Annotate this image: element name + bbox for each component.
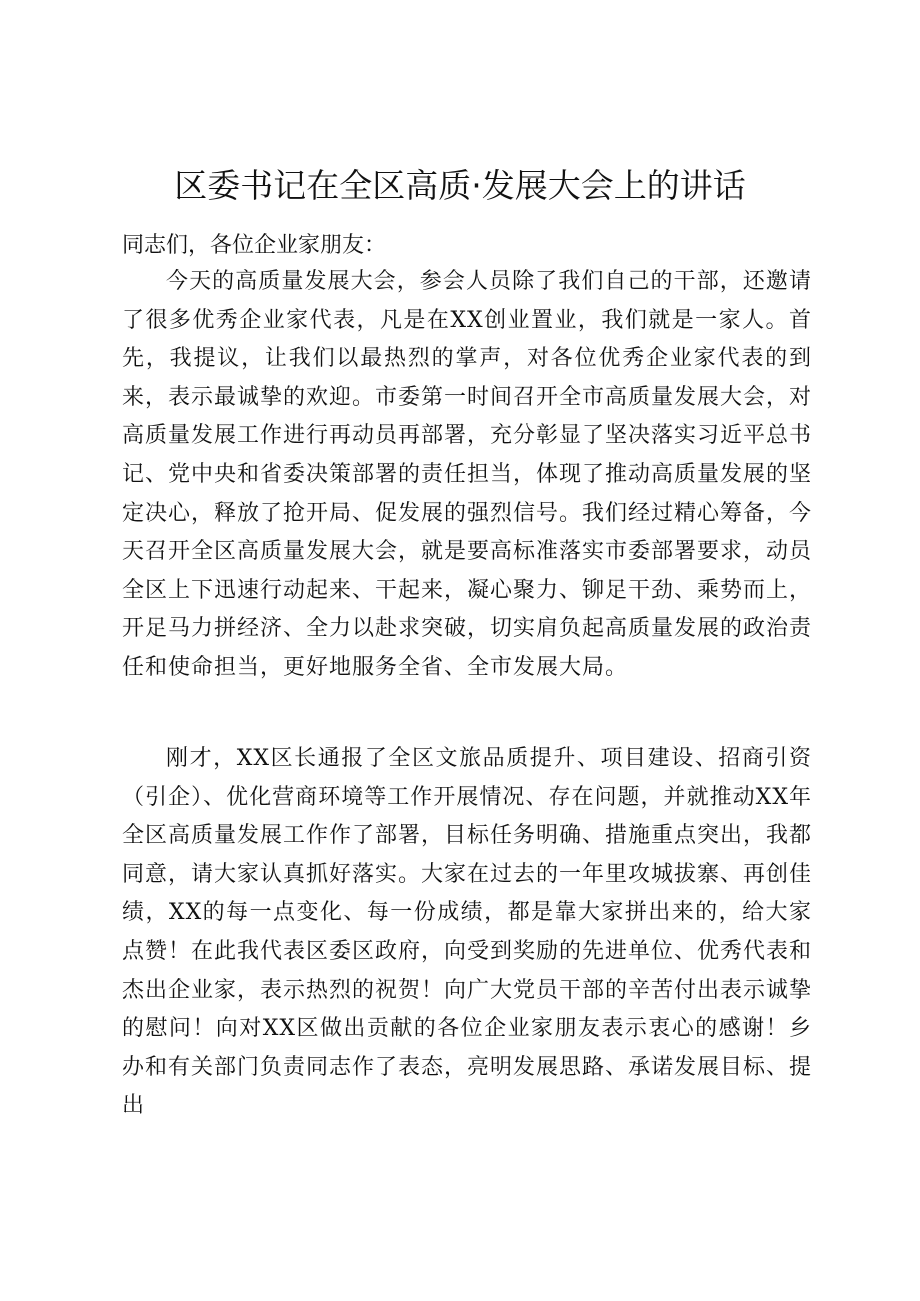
document-title: 区委书记在全区高质·发展大会上的讲话 (174, 166, 746, 205)
paragraph-1: 今天的高质量发展大会，参会人员除了我们自己的干部，还邀请了很多优秀企业家代表，凡是在XX创业置业，我们就是一家人。首先，我提议，让我们以最热烈的掌声，对各位优秀企业家代表的到来，表示最诚挚的欢迎。市委第一时间召开全市高质量发展大会，对高质量发展工作进行再动员再部署，充分彰显了坚决落实习近平总书记、党中央和省委决策部署的责任担当，体现了推动高质量发展的坚定决心，释放了抢开局、促发展的强烈信号。我们经过精心筹备，今天召开全区高质量发展大会，就是要高标准落实市委部署要求，动员全区上下迅速行动起来、干起来，凝心聚力、铆足干劲、乘势而上，开足马力拼经济、全力以赴求突破，切实肩负起高质量发展的政治责任和使命担当，更好地服务全省、全市发展大局。 (122, 269, 813, 680)
salutation: 同志们，各位企业家朋友： (122, 233, 387, 258)
paragraph-2: 刚才，XX区长通报了全区文旅品质提升、项目建设、招商引资（引企）、优化营商环境等工作开展情况、存在问题，并就推动XX年全区高质量发展工作作了部署，目标任务明确、措施重点突出，我都同意，请大家认真抓好落实。大家在过去的一年里攻城拔寨、再创佳绩，XX的每一点变化、每一份成绩，都是靠大家拼出来的，给大家点赞！在此我代表区委区政府，向受到奖励的先进单位、优秀代表和杰出企业家，表示热烈的祝贺！向广大党员干部的辛苦付出表示诚挚的慰问！向对XX区做出贡献的各位企业家朋友表示衷心的感谢！乡办和有关部门负责同志作了表态，亮明发展思路、承诺发展目标、提出 (122, 746, 813, 1119)
